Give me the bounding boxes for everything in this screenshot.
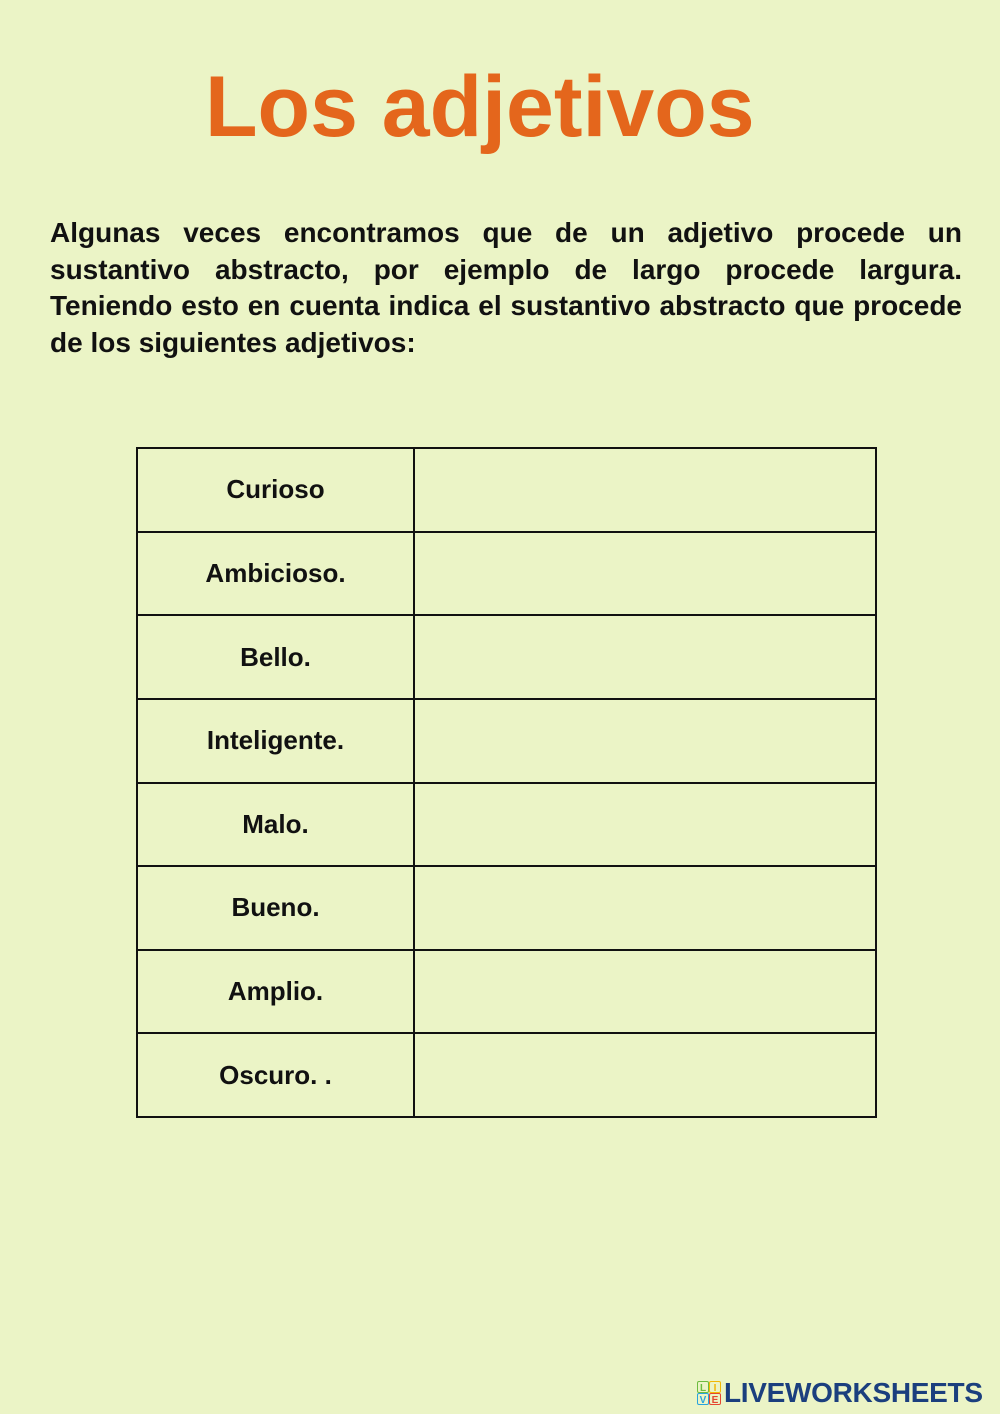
answer-cell xyxy=(415,784,875,866)
instructions-paragraph: Algunas veces encontramos que de un adjetivo procede un sustantivo abstracto, por ejemplo de largo procede largura. Teniendo esto en cuenta indica el sustantivo abstracto que procede de los siguientes adjetivos: xyxy=(50,217,962,359)
answer-cell xyxy=(415,616,875,698)
answer-input-bueno[interactable] xyxy=(415,867,875,949)
logo-letter-l: L xyxy=(699,1382,707,1394)
adjective-cell: Inteligente. xyxy=(138,700,415,782)
table-row xyxy=(138,449,875,533)
answer-input-curioso[interactable] xyxy=(415,449,875,531)
answer-input-ambicioso[interactable] xyxy=(415,533,875,615)
table-row xyxy=(138,867,875,951)
liveworksheets-logo xyxy=(697,1379,983,1407)
table-row xyxy=(138,533,875,617)
table-row xyxy=(138,951,875,1035)
answer-input-amplio[interactable] xyxy=(415,951,875,1033)
adjective-cell: Ambicioso. xyxy=(138,533,415,615)
table-row xyxy=(138,616,875,700)
answer-cell xyxy=(415,1034,875,1116)
answer-cell xyxy=(415,951,875,1033)
table-row xyxy=(138,700,875,784)
answer-input-oscuro[interactable] xyxy=(415,1034,875,1116)
adjective-cell: Oscuro. . xyxy=(138,1034,415,1116)
logo-wordmark: LIVEWORKSHEETS xyxy=(724,1377,983,1408)
answer-cell xyxy=(415,867,875,949)
logo-letter-i: I xyxy=(713,1382,717,1394)
answer-cell xyxy=(415,533,875,615)
answer-cell xyxy=(415,700,875,782)
answer-input-inteligente[interactable] xyxy=(415,700,875,782)
answer-cell xyxy=(415,449,875,531)
adjective-cell: Amplio. xyxy=(138,951,415,1033)
table-row xyxy=(138,1034,875,1116)
logo-letter-e: E xyxy=(711,1394,719,1405)
logo-letter-v: V xyxy=(699,1394,707,1405)
adjective-cell: Curioso xyxy=(138,449,415,531)
adjectives-table xyxy=(136,447,877,1118)
adjective-cell: Bello. xyxy=(138,616,415,698)
adjective-cell: Malo. xyxy=(138,784,415,866)
worksheet-title: Los adjetivos xyxy=(205,59,755,155)
table-row xyxy=(138,784,875,868)
answer-input-malo[interactable] xyxy=(415,784,875,866)
liveworksheets-logo-icon xyxy=(697,1381,721,1405)
adjective-cell: Bueno. xyxy=(138,867,415,949)
answer-input-bello[interactable] xyxy=(415,616,875,698)
